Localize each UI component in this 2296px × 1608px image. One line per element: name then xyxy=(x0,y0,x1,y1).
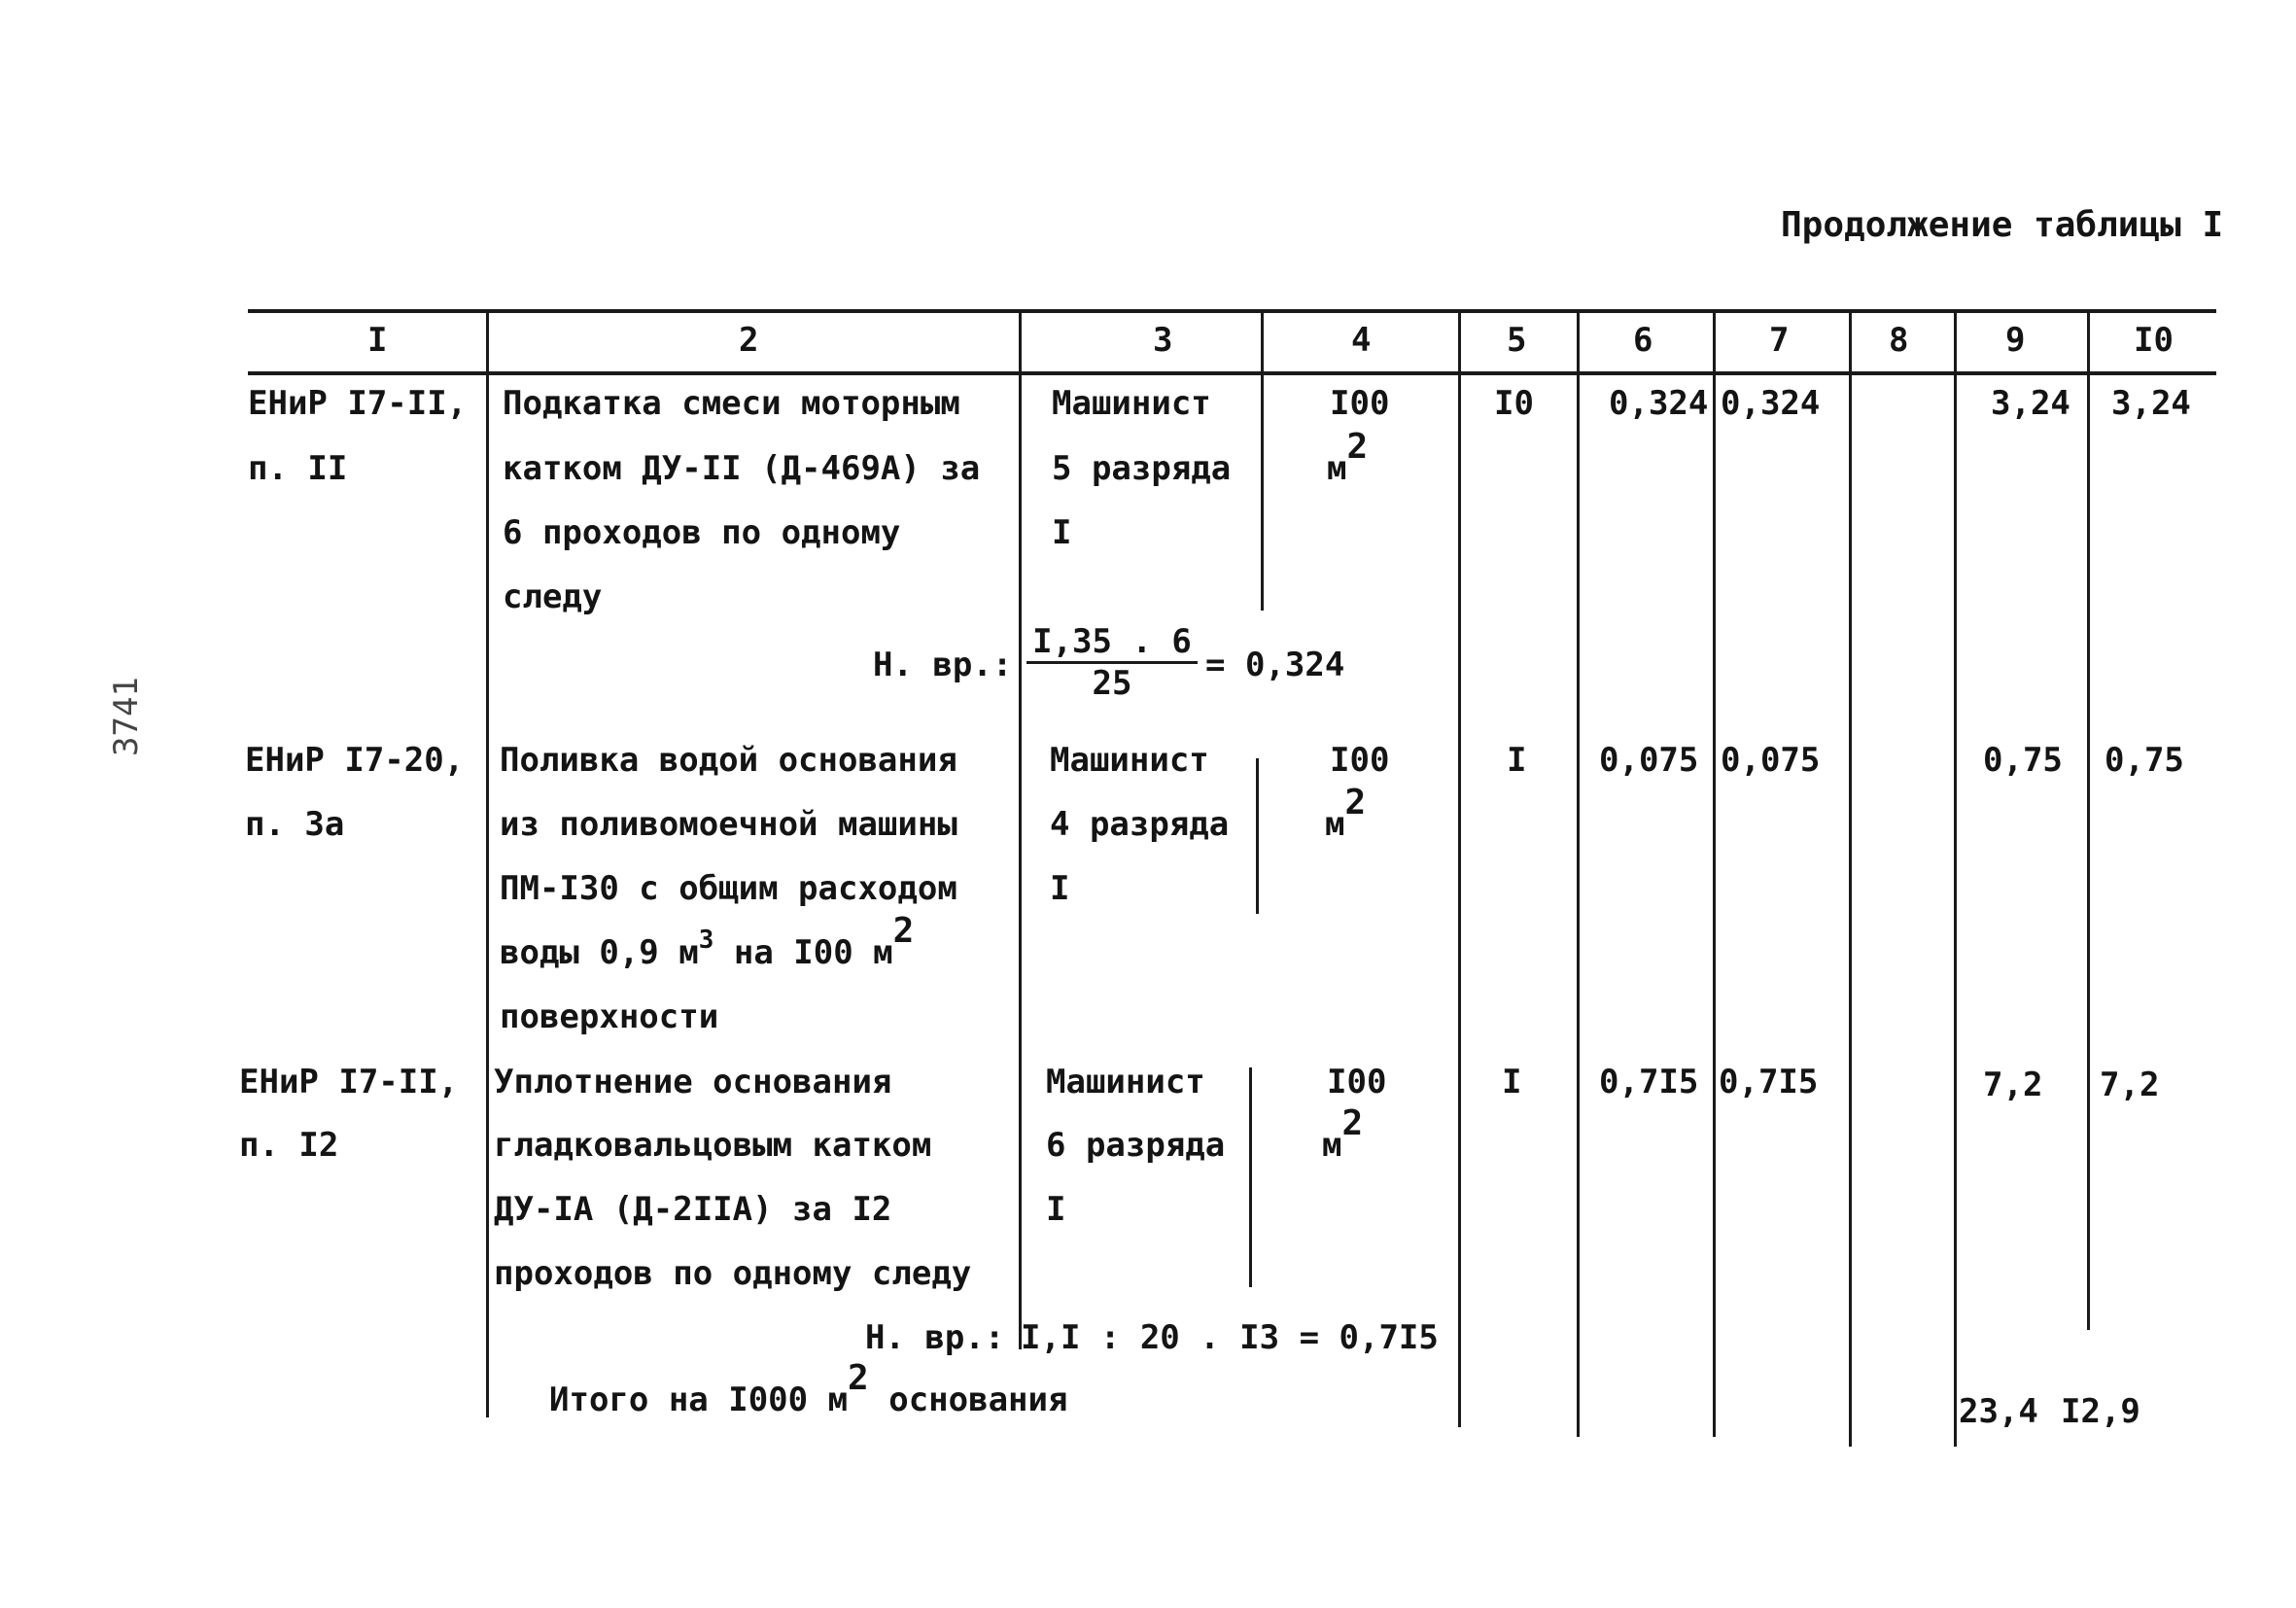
row1-col6: 0,324 xyxy=(1609,384,1709,423)
row1-worker-line3: I xyxy=(1052,513,1072,552)
col-divider-7-8 xyxy=(1849,309,1852,1447)
col-header-5: 5 xyxy=(1507,321,1527,360)
table-continuation-title: Продолжение таблицы I xyxy=(1781,205,2224,245)
row3-unit-value: I00 xyxy=(1327,1063,1387,1101)
row2-desc-line5: поверхности xyxy=(500,997,719,1036)
total-label: Итого на I000 м2 основания xyxy=(549,1358,1068,1419)
col-divider-6-7 xyxy=(1713,309,1716,1437)
row1-formula-label: Н. вр.: xyxy=(873,646,1013,684)
col-header-8: 8 xyxy=(1889,321,1909,360)
col-divider-9-10 xyxy=(2087,309,2090,1330)
row2-worker-line2: 4 разряда xyxy=(1050,805,1230,844)
margin-note: 3741 xyxy=(107,677,146,756)
col-divider-3-4-c xyxy=(1249,1067,1252,1287)
row1-col7: 0,324 xyxy=(1721,384,1821,423)
row1-formula-denominator: 25 xyxy=(1092,664,1132,703)
row3-col7: 0,7I5 xyxy=(1719,1063,1819,1101)
row2-col7: 0,075 xyxy=(1721,741,1821,780)
col-header-6: 6 xyxy=(1633,321,1653,360)
col-header-1: I xyxy=(367,321,388,360)
row3-formula-expression: I,I : 20 . I3 = 0,7I5 xyxy=(1021,1318,1439,1357)
col-header-10: I0 xyxy=(2134,321,2174,360)
row1-worker-line1: Машинист xyxy=(1052,384,1211,423)
row1-col9: 3,24 xyxy=(1991,384,2070,423)
col-header-7: 7 xyxy=(1769,321,1790,360)
col-header-3: 3 xyxy=(1153,321,1173,360)
row3-desc-line4: проходов по одному следу xyxy=(494,1254,972,1293)
col-header-4: 4 xyxy=(1351,321,1372,360)
col-divider-8-9 xyxy=(1954,309,1957,1447)
row2-unit: м2 xyxy=(1325,783,1367,844)
row3-desc-line3: ДУ-IА (Д-2IIА) за I2 xyxy=(494,1190,892,1229)
col-divider-3-4-a xyxy=(1261,309,1264,611)
row1-unit-value: I00 xyxy=(1330,384,1390,423)
row1-desc-line2: катком ДУ-II (Д-469А) за xyxy=(503,449,981,488)
row2-ref-line2: п. 3а xyxy=(245,805,345,844)
col-divider-2-3 xyxy=(1019,309,1022,1349)
row1-desc-line4: следу xyxy=(503,577,603,616)
row1-col10: 3,24 xyxy=(2111,384,2191,423)
total-col10: I2,9 xyxy=(2061,1392,2140,1431)
col-divider-3-4-b xyxy=(1256,758,1259,914)
row1-formula-numerator: I,35 . 6 xyxy=(1026,622,1198,664)
table-header-rule xyxy=(248,371,2216,375)
row2-unit-value: I00 xyxy=(1330,741,1390,780)
row3-worker-line2: 6 разряда xyxy=(1046,1126,1226,1165)
row3-col9: 7,2 xyxy=(1983,1066,2043,1104)
total-col9: 23,4 xyxy=(1959,1392,2038,1431)
row2-worker-line1: Машинист xyxy=(1050,741,1209,780)
col-header-9: 9 xyxy=(2005,321,2026,360)
row3-formula-label: Н. вр.: xyxy=(865,1318,1005,1357)
row2-desc-line1: Поливка водой основания xyxy=(500,741,957,780)
row2-desc-line3: ПМ-I30 с общим расходом xyxy=(500,869,957,908)
row3-col5: I xyxy=(1502,1063,1522,1101)
row1-formula-fraction xyxy=(1026,622,1198,703)
row1-desc-line3: 6 проходов по одному xyxy=(503,513,901,552)
row1-ref-line1: ЕНиР I7-II, xyxy=(248,384,468,423)
row3-worker-line3: I xyxy=(1046,1190,1066,1229)
row2-desc-line2: из поливомоечной машины xyxy=(500,805,957,844)
row1-worker-line2: 5 разряда xyxy=(1052,449,1232,488)
col-divider-1-2 xyxy=(486,309,489,1417)
row2-col10: 0,75 xyxy=(2105,741,2184,780)
row3-worker-line1: Машинист xyxy=(1046,1063,1205,1101)
row1-col5: I0 xyxy=(1494,384,1534,423)
row1-ref-line2: п. II xyxy=(248,449,348,488)
row3-ref-line2: п. I2 xyxy=(239,1126,339,1165)
row2-worker-line3: I xyxy=(1050,869,1070,908)
row3-desc-line1: Уплотнение основания xyxy=(494,1063,892,1101)
row1-unit: м2 xyxy=(1327,427,1369,488)
row1-formula-result: = 0,324 xyxy=(1205,646,1345,684)
col-header-2: 2 xyxy=(739,321,759,360)
row1-desc-line1: Подкатка смеси моторным xyxy=(503,384,960,423)
row2-ref-line1: ЕНиР I7-20, xyxy=(245,741,465,780)
row3-col10: 7,2 xyxy=(2100,1066,2160,1104)
row2-col9: 0,75 xyxy=(1983,741,2063,780)
row3-col6: 0,7I5 xyxy=(1599,1063,1699,1101)
row3-unit: м2 xyxy=(1322,1103,1364,1165)
row3-desc-line2: гладковальцовым катком xyxy=(494,1126,932,1165)
row2-col6: 0,075 xyxy=(1599,741,1699,780)
col-divider-4-5 xyxy=(1458,309,1461,1427)
row2-col5: I xyxy=(1507,741,1527,780)
row3-ref-line1: ЕНиР I7-II, xyxy=(239,1063,459,1101)
row2-desc-line4: воды 0,9 $м^3$ на I00 м2 xyxy=(500,911,915,972)
table-top-rule xyxy=(248,309,2216,313)
col-divider-5-6 xyxy=(1577,309,1580,1437)
